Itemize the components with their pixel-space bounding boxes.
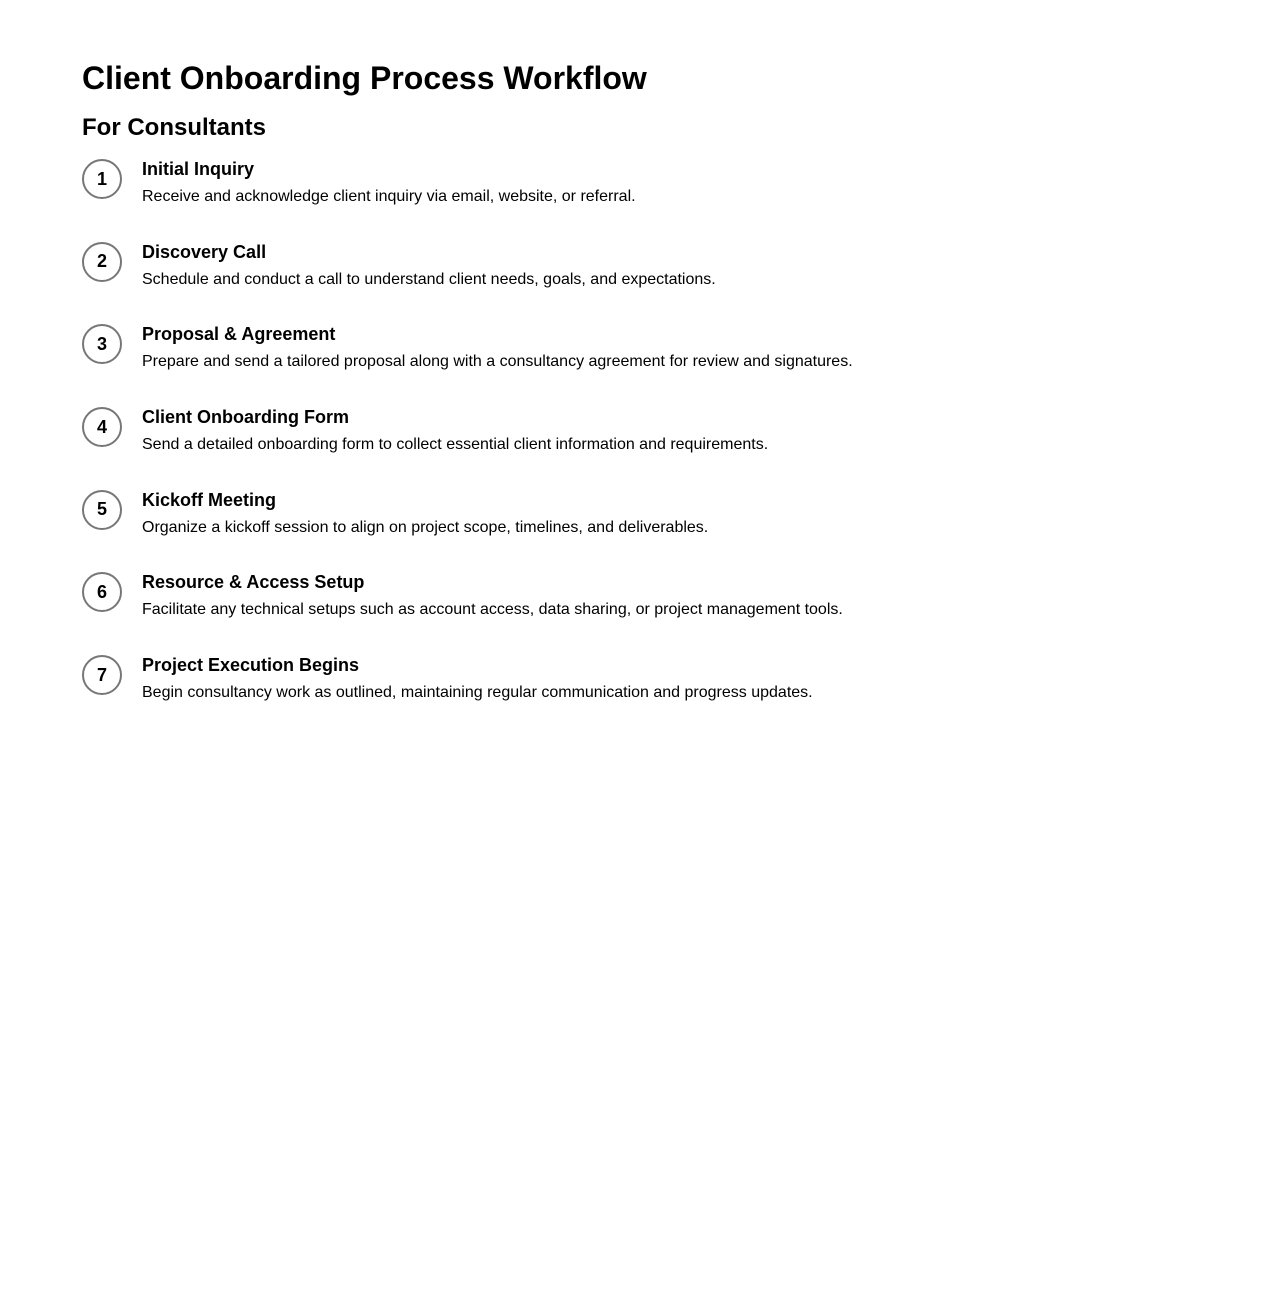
- step-title: Discovery Call: [142, 241, 267, 262]
- step-content: [142, 571, 843, 620]
- page-subtitle: For Consultants: [82, 114, 266, 141]
- step-number-badge: 1: [82, 159, 122, 199]
- step-content: [142, 323, 853, 372]
- step-title: Project Execution Begins: [142, 655, 360, 676]
- step-number-badge: 5: [82, 490, 122, 530]
- step-number-badge: 3: [82, 324, 122, 364]
- step-number-badge: 4: [82, 407, 122, 447]
- step-title: Client Onboarding Form: [142, 407, 349, 428]
- workflow-step-5: [82, 489, 1278, 572]
- workflow-step-1: [82, 158, 1278, 241]
- step-description: Facilitate any technical setups such as account access, data sharing, or project management tools.: [142, 601, 843, 619]
- step-title: Resource & Access Setup: [142, 572, 365, 593]
- step-title: Kickoff Meeting: [142, 489, 277, 510]
- step-number-badge: 2: [82, 242, 122, 282]
- step-content: [142, 158, 636, 207]
- page-title: Client Onboarding Process Workflow: [82, 60, 647, 96]
- step-content: [142, 654, 813, 703]
- workflow-step-2: [82, 241, 1278, 324]
- step-number-badge: 7: [82, 655, 122, 695]
- step-description: Receive and acknowledge client inquiry via email, website, or referral.: [142, 188, 636, 205]
- step-content: [142, 406, 768, 455]
- step-description: Send a detailed onboarding form to collect essential client information and requirements.: [142, 436, 769, 454]
- step-description: Organize a kickoff session to align on project scope, timelines, and deliverables.: [142, 518, 709, 536]
- step-title: Initial Inquiry: [142, 159, 255, 179]
- workflow-step-7: [82, 654, 1278, 737]
- workflow-step-3: [82, 323, 1278, 406]
- workflow-steps-list: [82, 158, 1278, 737]
- workflow-step-4: [82, 406, 1278, 489]
- step-title: Proposal & Agreement: [142, 324, 336, 345]
- step-number-badge: 6: [82, 572, 122, 612]
- step-description: Begin consultancy work as outlined, maintaining regular communication and progress updates.: [142, 684, 813, 702]
- step-content: [142, 489, 708, 538]
- step-description: Prepare and send a tailored proposal along with a consultancy agreement for review and signatures.: [142, 353, 853, 371]
- workflow-step-6: [82, 571, 1278, 654]
- step-content: [142, 241, 716, 290]
- step-description: Schedule and conduct a call to understand client needs, goals, and expectations.: [142, 270, 716, 288]
